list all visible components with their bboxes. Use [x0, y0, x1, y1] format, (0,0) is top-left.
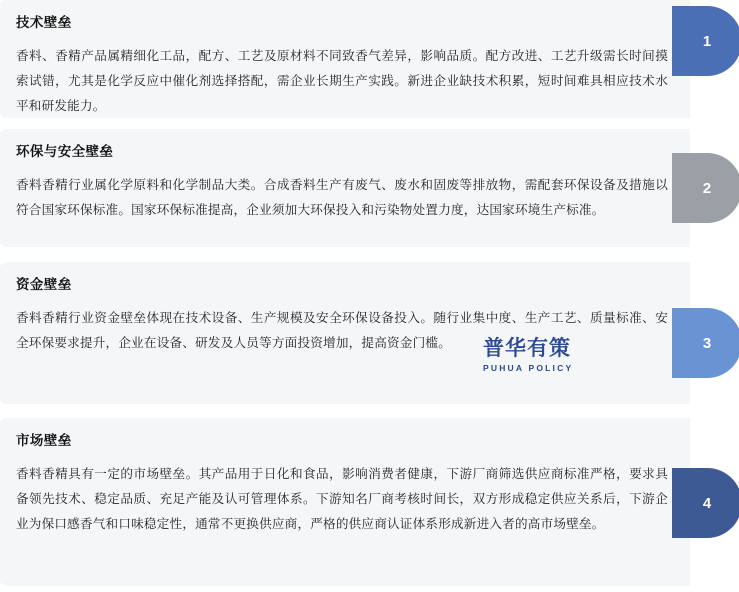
- barrier-badge-1: [672, 6, 739, 76]
- barrier-title-4: 市场壁垒: [16, 433, 72, 448]
- barrier-panel-3: [0, 262, 690, 404]
- barrier-badge-number-4: 4: [702, 494, 712, 512]
- barrier-title-1: 技术壁垒: [16, 15, 72, 30]
- barrier-panel-2: [0, 129, 690, 247]
- barrier-badge-number-1: 1: [702, 32, 712, 50]
- watermark-sub-text: PUHUA POLICY: [483, 363, 574, 373]
- barrier-body-1: 香料、香精产品属精细化工品，配方、工艺及原材料不同致香气差异，影响品质。配方改进、工艺升级需长时间摸索试错，尤其是化学反应中催化剂选择搭配，需企业长期生产实践。新进企业缺技术积累，短时间难具相应技术水平和研发能力。: [16, 48, 668, 113]
- barrier-badge-2: [672, 153, 739, 223]
- barrier-badge-number-2: 2: [702, 179, 712, 197]
- barrier-body-4: 香料香精具有一定的市场壁垒。其产品用于日化和食品，影响消费者健康，下游厂商筛选供应商标准严格，要求具备领先技术、稳定品质、充足产能及认可管理体系。下游知名厂商考核时间长，双方形成稳定供应关系后，下游企业为保口感香气和口味稳定性，通常不更换供应商，严格的供应商认证体系形成新进入者的高市场壁垒。: [16, 466, 668, 531]
- barrier-body-3: 香料香精行业资金壁垒体现在技术设备、生产规模及安全环保设备投入。随行业集中度、生产工艺、质量标准、安全环保要求提升，企业在设备、研发及人员等方面投资增加，提高资金门槛。: [16, 310, 668, 350]
- barrier-badge-4: [672, 468, 739, 538]
- barrier-badge-3: [672, 308, 739, 378]
- barrier-badge-number-3: 3: [702, 334, 712, 352]
- barrier-panel-1: [0, 0, 690, 118]
- barrier-body-2: 香料香精行业属化学原料和化学制品大类。合成香料生产有废气、废水和固废等排放物，需配套环保设备及措施以符合国家环保标准。国家环保标准提高，企业须加大环保投入和污染物处置力度，达国家环境生产标准。: [16, 177, 668, 217]
- barrier-title-3: 资金壁垒: [16, 277, 72, 292]
- watermark-main-text: 普华有策: [483, 336, 571, 360]
- barrier-title-2: 环保与安全壁垒: [16, 144, 114, 159]
- barrier-panel-4: [0, 418, 690, 586]
